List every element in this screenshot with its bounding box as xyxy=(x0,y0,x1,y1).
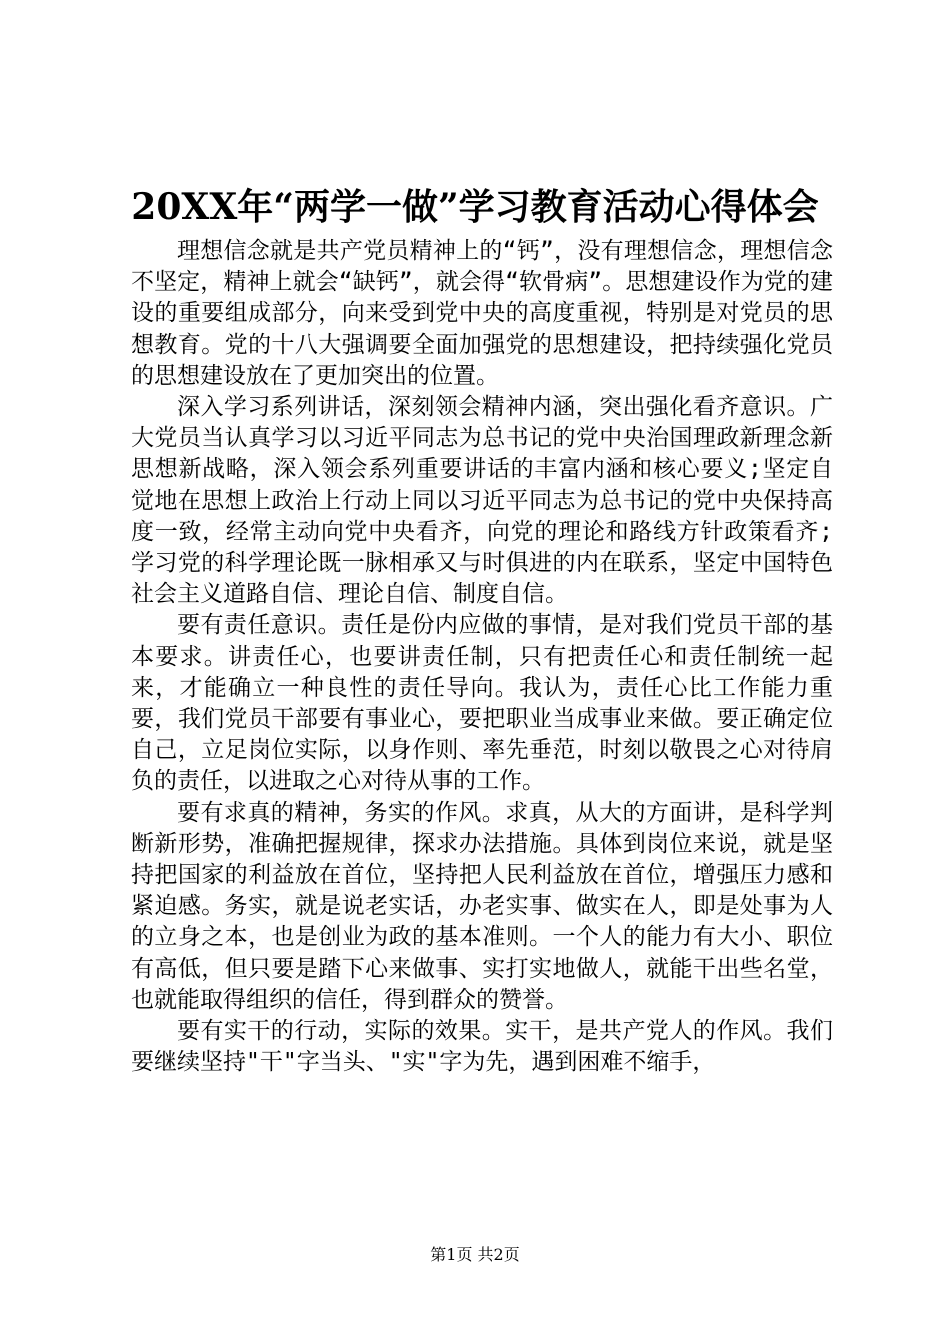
document-title: 20XX年“两学一做”学习教育活动心得体会 xyxy=(131,186,819,228)
document-body xyxy=(131,236,833,1078)
paragraph-1: 理想信念就是共产党员精神上的“钙”，没有理想信念，理想信念不坚定，精神上就会“缺钙”，就会得“软骨病”。思想建设作为党的建设的重要组成部分，向来受到党中央的高度重视，特别是对党员的思想教育。党的十八大强调要全面加强党的思想建设，把持续强化党员的思想建设放在了更加突出的位置。 xyxy=(131,238,833,389)
page-number-footer: 第1页 共2页 xyxy=(430,1245,520,1264)
paragraph-5: 要有实干的行动，实际的效果。实干，是共产党人的作风。我们要继续坚持"干"字当头、"实"字为先，遇到困难不缩手， xyxy=(131,1018,833,1076)
paragraph-4: 要有求真的精神，务实的作风。求真，从大的方面讲，是科学判断新形势，准确把握规律，探求办法措施。具体到岗位来说，就是坚持把国家的利益放在首位，坚持把人民利益放在首位，增强压力感和紧迫感。务实，就是说老实话，办老实事、做实在人，即是处事为人的立身之本，也是创业为政的基本准则。一个人的能力有大小、职位有高低，但只要是踏下心来做事、实打实地做人，就能干出些名堂，也就能取得组织的信任，得到群众的赞誉。 xyxy=(131,799,833,1013)
paragraph-3: 要有责任意识。责任是份内应做的事情，是对我们党员干部的基本要求。讲责任心，也要讲责任制，只有把责任心和责任制统一起来，才能确立一种良性的责任导向。我认为，责任心比工作能力重要，我们党员干部要有事业心，要把职业当成事业来做。要正确定位自己，立足岗位实际，以身作则、率先垂范，时刻以敬畏之心对待肩负的责任，以进取之心对待从事的工作。 xyxy=(131,612,833,795)
paragraph-2: 深入学习系列讲话，深刻领会精神内涵，突出强化看齐意识。广大党员当认真学习以习近平同志为总书记的党中央治国理政新理念新思想新战略，深入领会系列重要讲话的丰富内涵和核心要义;坚定自觉地在思想上政治上行动上同以习近平同志为总书记的党中央保持高度一致，经常主动向党中央看齐，向党的理论和路线方针政策看齐;学习党的科学理论既一脉相承又与时俱进的内在联系，坚定中国特色社会主义道路自信、理论自信、制度自信。 xyxy=(131,394,833,608)
